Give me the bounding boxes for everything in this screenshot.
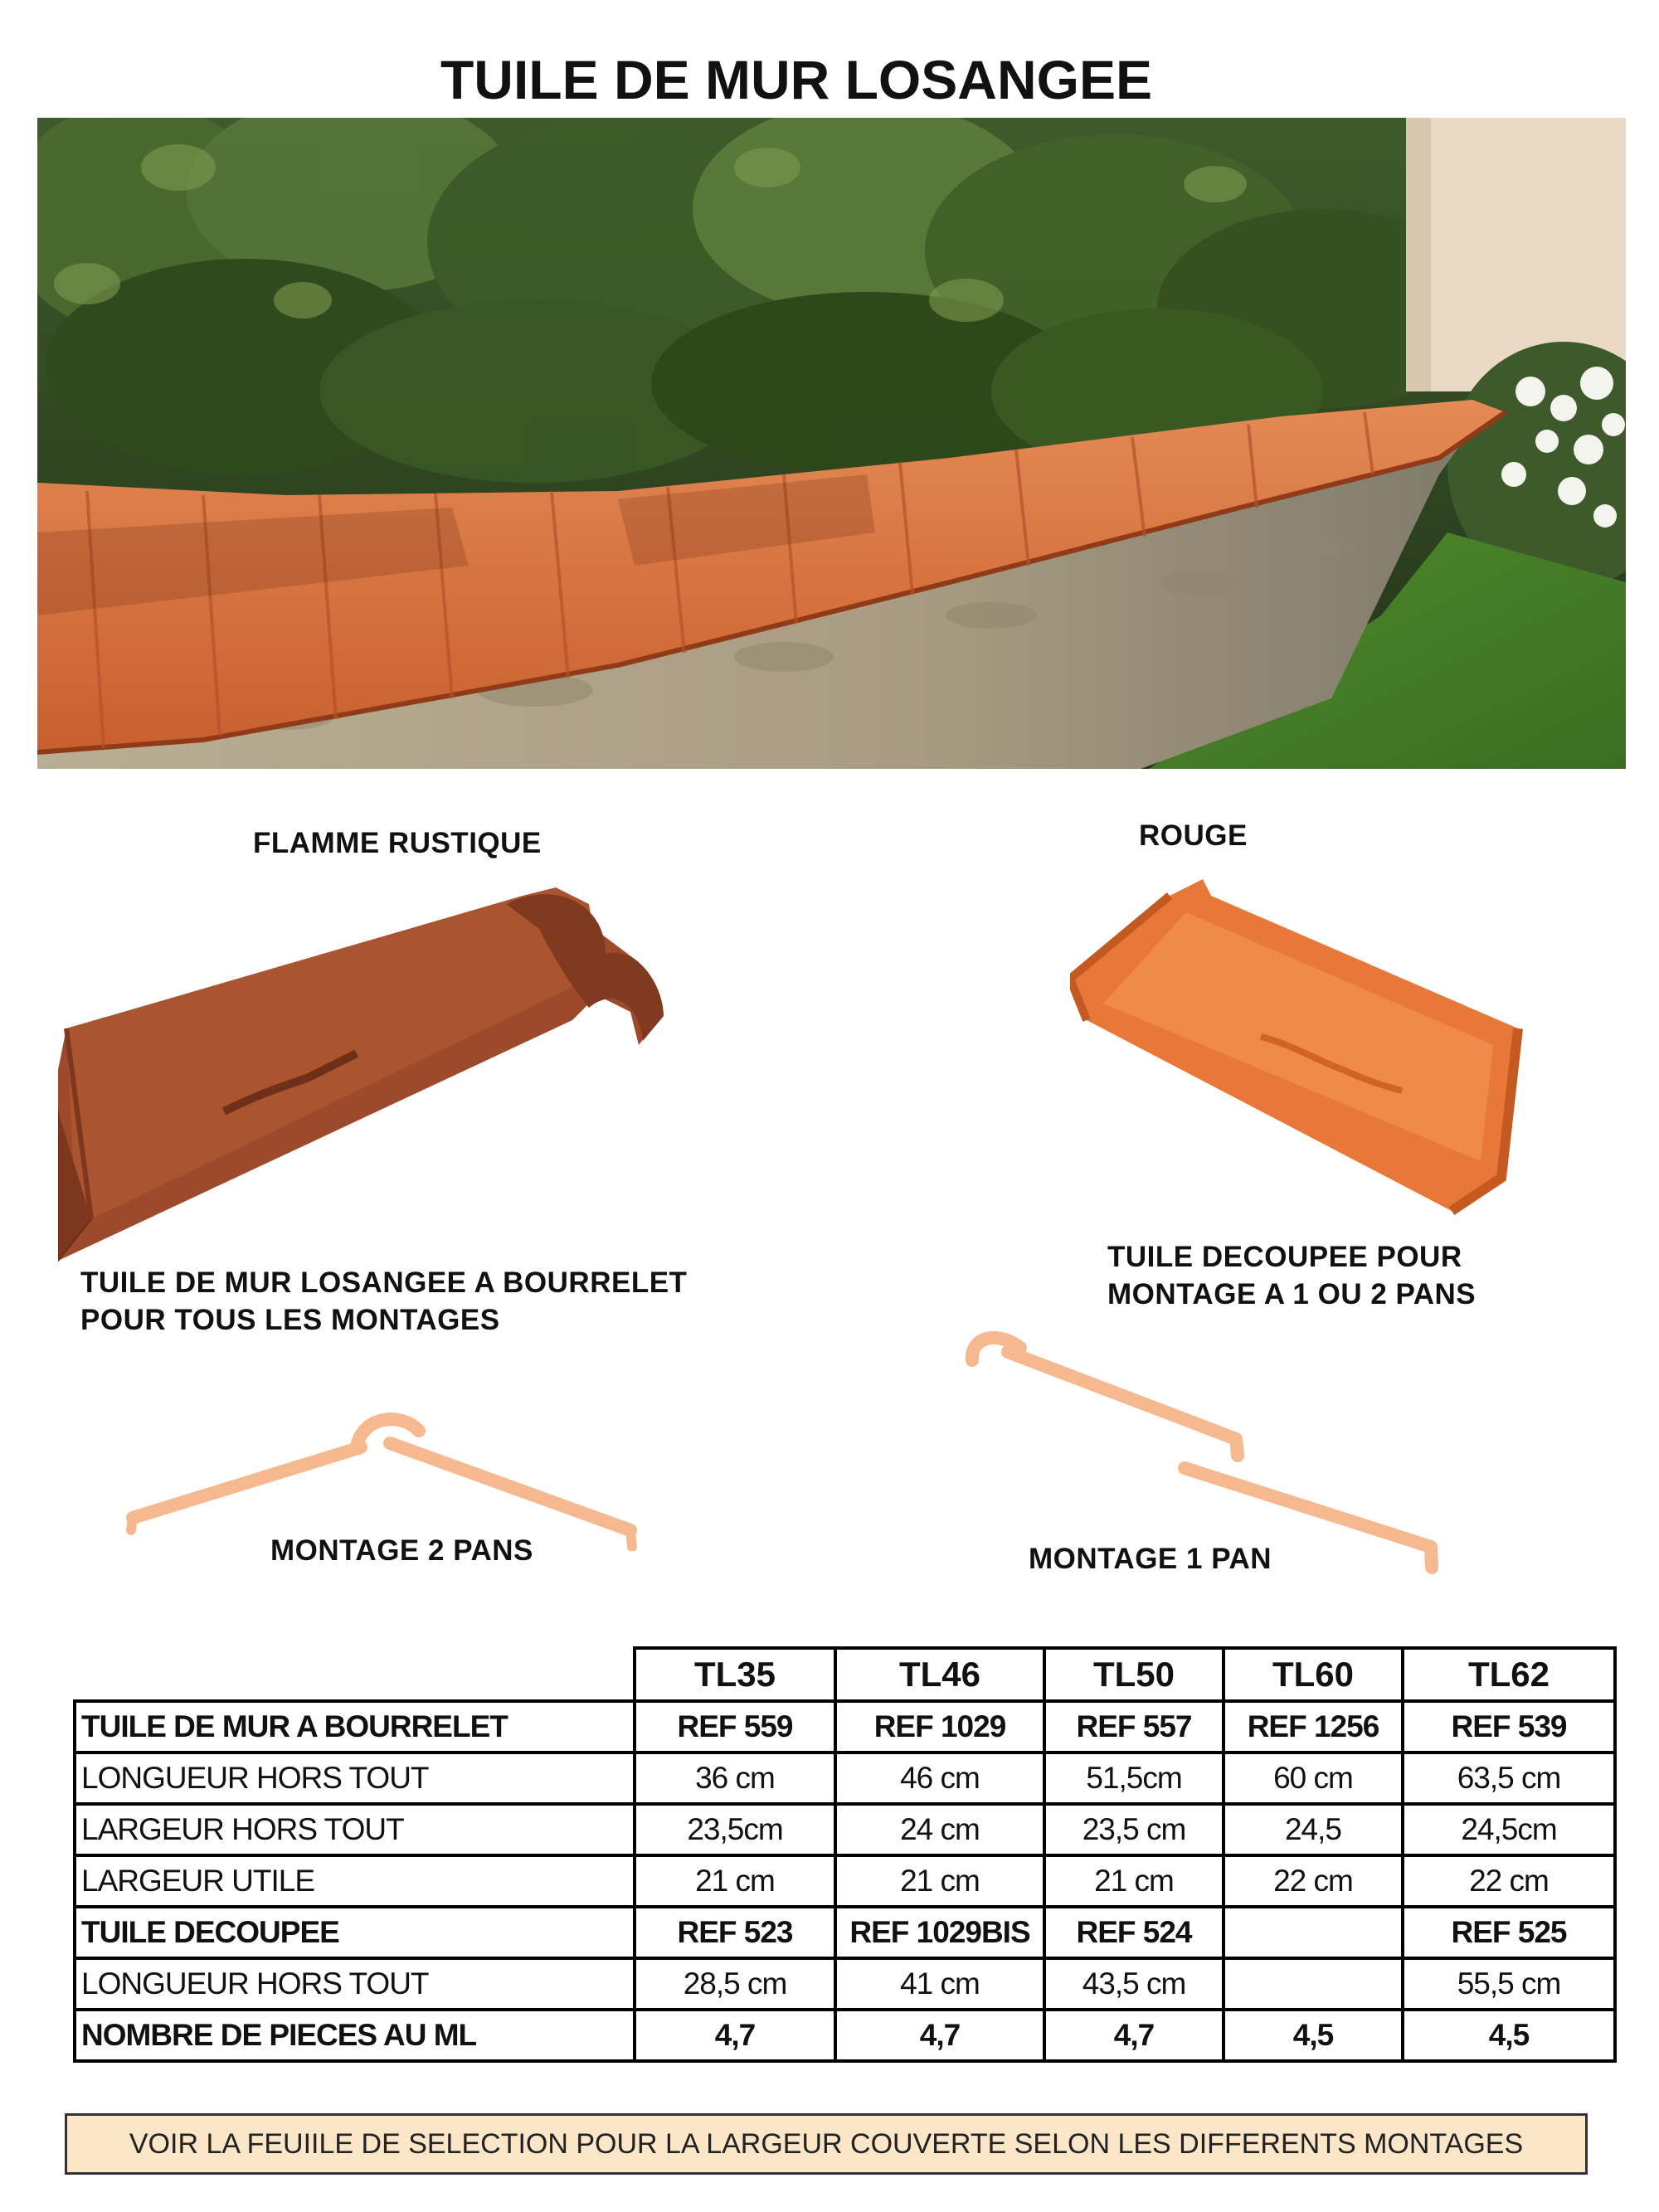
table-cell: 24,5 [1224, 1804, 1403, 1855]
row-label: NOMBRE DE PIECES AU ML [75, 2010, 635, 2061]
wall-photo-image [37, 118, 1626, 769]
table-cell: REF 525 [1403, 1907, 1615, 1958]
specifications-table [73, 1646, 1617, 2063]
table-row [75, 1701, 1615, 1753]
table-corner-cell [75, 1648, 635, 1701]
table-cell [1224, 1907, 1403, 1958]
table-cell: REF 523 [635, 1907, 835, 1958]
table-cell: 24,5cm [1403, 1804, 1615, 1855]
column-header: TL46 [835, 1648, 1044, 1701]
table-cell: 51,5cm [1044, 1753, 1224, 1804]
row-label: TUILE DECOUPEE [75, 1907, 635, 1958]
table-cell: REF 1029 [835, 1701, 1044, 1753]
table-cell: 4,7 [635, 2010, 835, 2061]
table-row [75, 2010, 1615, 2061]
column-header: TL35 [635, 1648, 835, 1701]
column-header: TL50 [1044, 1648, 1224, 1701]
table-cell: 4,7 [835, 2010, 1044, 2061]
row-label: LONGUEUR HORS TOUT [75, 1958, 635, 2010]
table-cell: REF 1029BIS [835, 1907, 1044, 1958]
tile-rouge-image [1070, 879, 1526, 1228]
table-cell: 43,5 cm [1044, 1958, 1224, 2010]
product-description-right [1107, 1238, 1476, 1313]
product-description-left [80, 1264, 687, 1339]
table-cell: REF 559 [635, 1701, 835, 1753]
table-row [75, 1753, 1615, 1804]
table-row [75, 1804, 1615, 1855]
page-title: TUILE DE MUR LOSANGEE [440, 49, 1153, 110]
tile-rouge-illustration [1070, 879, 1526, 1228]
montage-1-pan-profile [962, 1327, 1443, 1576]
table-cell: 55,5 cm [1403, 1958, 1615, 2010]
product-description-left-line1: TUILE DE MUR LOSANGEE A BOURRELET [80, 1266, 688, 1299]
product-description-right-line2: MONTAGE A 1 OU 2 PANS [1107, 1278, 1477, 1310]
table-cell: 23,5 cm [1044, 1804, 1224, 1855]
table-cell: REF 557 [1044, 1701, 1224, 1753]
row-label: LONGUEUR HORS TOUT [75, 1753, 635, 1804]
table-cell: REF 539 [1403, 1701, 1615, 1753]
table-header-row [75, 1648, 1615, 1701]
montage-2-pans-label: MONTAGE 2 PANS [270, 1534, 533, 1567]
tile-rustique-image [58, 863, 688, 1269]
wall-photo [37, 118, 1626, 769]
table-cell: 60 cm [1224, 1753, 1403, 1804]
montage-2-pans-profile [124, 1402, 639, 1551]
table-cell: 21 cm [835, 1855, 1044, 1907]
table-cell: 21 cm [635, 1855, 835, 1907]
table-cell: REF 524 [1044, 1907, 1224, 1958]
table-cell: 4,5 [1403, 2010, 1615, 2061]
row-label: LARGEUR UTILE [75, 1855, 635, 1907]
table-row [75, 1958, 1615, 2010]
table-cell: 4,5 [1224, 2010, 1403, 2061]
product-description-right-line1: TUILE DECOUPEE POUR [1107, 1241, 1462, 1273]
table-cell: 4,7 [1044, 2010, 1224, 2061]
table-cell: 24 cm [835, 1804, 1044, 1855]
table-cell: 21 cm [1044, 1855, 1224, 1907]
table-cell: 36 cm [635, 1753, 835, 1804]
table-cell: 22 cm [1224, 1855, 1403, 1907]
table-cell: 46 cm [835, 1753, 1044, 1804]
row-label: TUILE DE MUR A BOURRELET [75, 1701, 635, 1753]
row-label: LARGEUR HORS TOUT [75, 1804, 635, 1855]
montage-1-pan-diagram [962, 1327, 1443, 1576]
table-cell: REF 1256 [1224, 1701, 1403, 1753]
product-description-left-line2: POUR TOUS LES MONTAGES [80, 1304, 500, 1336]
tile-rustique-illustration [58, 863, 688, 1269]
product-name-rouge: ROUGE [1139, 819, 1248, 852]
table-cell: 23,5cm [635, 1804, 835, 1855]
product-name-flamme-rustique: FLAMME RUSTIQUE [253, 827, 542, 859]
table-cell [1224, 1958, 1403, 2010]
table-row [75, 1855, 1615, 1907]
montage-1-pan-label: MONTAGE 1 PAN [1029, 1543, 1272, 1575]
selection-note: VOIR LA FEUIILE DE SELECTION POUR LA LARGEUR COUVERTE SELON LES DIFFERENTS MONTAGES [65, 2113, 1588, 2175]
table-cell: 22 cm [1403, 1855, 1615, 1907]
table-cell: 63,5 cm [1403, 1753, 1615, 1804]
table-cell: 41 cm [835, 1958, 1044, 2010]
column-header: TL62 [1403, 1648, 1615, 1701]
table-row [75, 1907, 1615, 1958]
table-cell: 28,5 cm [635, 1958, 835, 2010]
column-header: TL60 [1224, 1648, 1403, 1701]
montage-2-pans-diagram [124, 1402, 639, 1551]
